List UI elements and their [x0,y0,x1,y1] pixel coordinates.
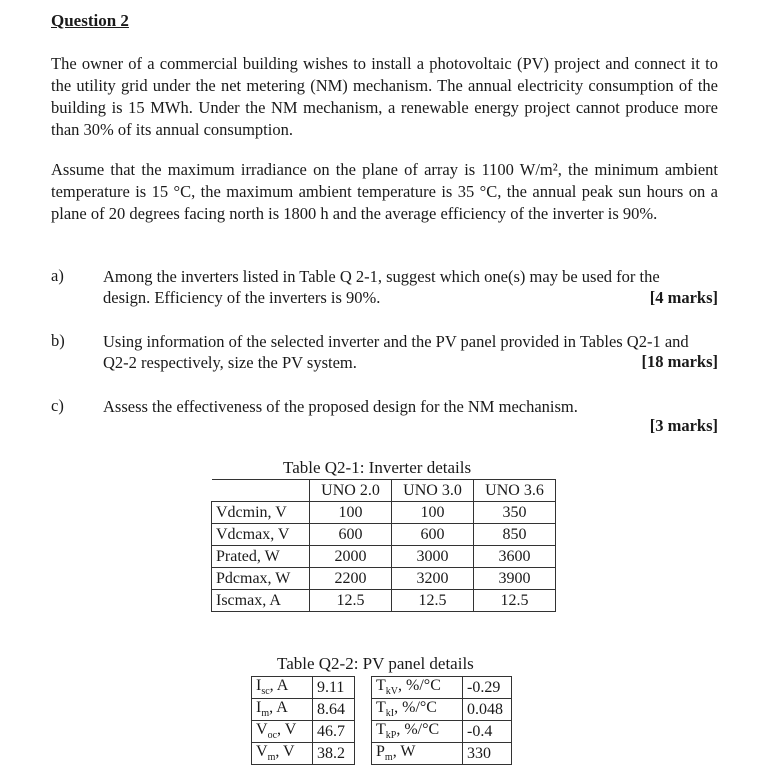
table-cell: 46.7 [313,721,355,743]
part-c-marks: [3 marks] [649,416,718,435]
intro-paragraph: The owner of a commercial building wishes to install a photovoltaic (PV) project and connect it to the utility grid under the net metering (NM) mechanism. The annual electricity consumption of the building is 15 MWh. Under the NM mechanism, a renewable energy project cannot produce more than 30% of its annual consumption. [51,54,718,139]
table-row [372,743,512,765]
table-cell: 0.048 [463,699,512,721]
table-cell: 600 [310,524,392,546]
table-row [252,721,355,743]
inverter-table [211,479,556,612]
table-cell: 12.5 [392,590,474,612]
pv-panel-table-right [371,676,512,765]
table-cell: 3600 [474,546,556,568]
pv-panel-table-left [251,676,355,765]
table-row [252,699,355,721]
row-label: Vdcmin, V [212,502,310,524]
table-cell: 850 [474,524,556,546]
table-row [212,568,556,590]
part-a-label: a) [51,266,64,285]
row-label: $P_m$, W [372,743,463,765]
table1-caption: Table Q2-1: Inverter details [283,458,472,477]
table-cell: 3000 [392,546,474,568]
table-cell: 8.64 [313,699,355,721]
table-cell: 12.5 [474,590,556,612]
column-header: UNO 2.0 [310,480,392,502]
table-row [372,721,512,743]
part-c-label: c) [51,396,64,415]
part-a-text: Among the inverters listed in Table Q 2-1, suggest which one(s) may be used for the design. Efficiency of the inverters is 90%. [103,267,660,307]
table-cell: 3200 [392,568,474,590]
part-b-text: Using information of the selected inverter and the PV panel provided in Tables Q2-1 and Q2-2 respectively, size the PV system. [103,332,689,372]
part-b-label: b) [51,331,65,350]
table2-caption: Table Q2-2: PV panel details [277,654,474,673]
table-cell: 2200 [310,568,392,590]
table-row [252,743,355,765]
row-label: $T_{kI}$, %/°C [372,699,463,721]
table-cell: 12.5 [310,590,392,612]
row-label: Vdcmax, V [212,524,310,546]
table-row [212,546,556,568]
table-cell: 3900 [474,568,556,590]
table-cell: -0.29 [463,677,512,699]
table-row [212,590,556,612]
table-cell: 100 [310,502,392,524]
table-cell: 350 [474,502,556,524]
table-cell: 38.2 [313,743,355,765]
table-row [212,524,556,546]
column-header: UNO 3.0 [392,480,474,502]
table-cell: 2000 [310,546,392,568]
table-row [252,677,355,699]
part-b-marks: [18 marks] [641,352,718,371]
table-cell: -0.4 [463,721,512,743]
part-c-text: Assess the effectiveness of the proposed design for the NM mechanism. [103,397,578,416]
table-cell: 600 [392,524,474,546]
row-label: Pdcmax, W [212,568,310,590]
row-label: $I_m$, A [252,699,313,721]
table-header-row [212,480,556,502]
row-label: $T_{kP}$, %/°C [372,721,463,743]
row-label: $V_m$, V [252,743,313,765]
row-label: $V_{oc}$, V [252,721,313,743]
part-a-marks: [4 marks] [649,288,718,307]
row-label: $I_{sc}$, A [252,677,313,699]
row-label: Prated, W [212,546,310,568]
table-row [212,502,556,524]
table-row [372,677,512,699]
table-cell: 100 [392,502,474,524]
row-label: Iscmax, A [212,590,310,612]
column-header: UNO 3.6 [474,480,556,502]
table-cell: 9.11 [313,677,355,699]
assumption-paragraph: Assume that the maximum irradiance on the plane of array is 1100 W/m², the minimum ambient temperature is 15 °C, the maximum ambient temperature is 35 °C, the annual peak sun hours on a plane of 20 degrees facing north is 1800 h and the average efficiency of the inverter is 90%. [51,160,718,223]
question-title: Question 2 [51,11,129,30]
table-cell: 330 [463,743,512,765]
table-row [372,699,512,721]
row-label: $T_{kV}$, %/°C [372,677,463,699]
